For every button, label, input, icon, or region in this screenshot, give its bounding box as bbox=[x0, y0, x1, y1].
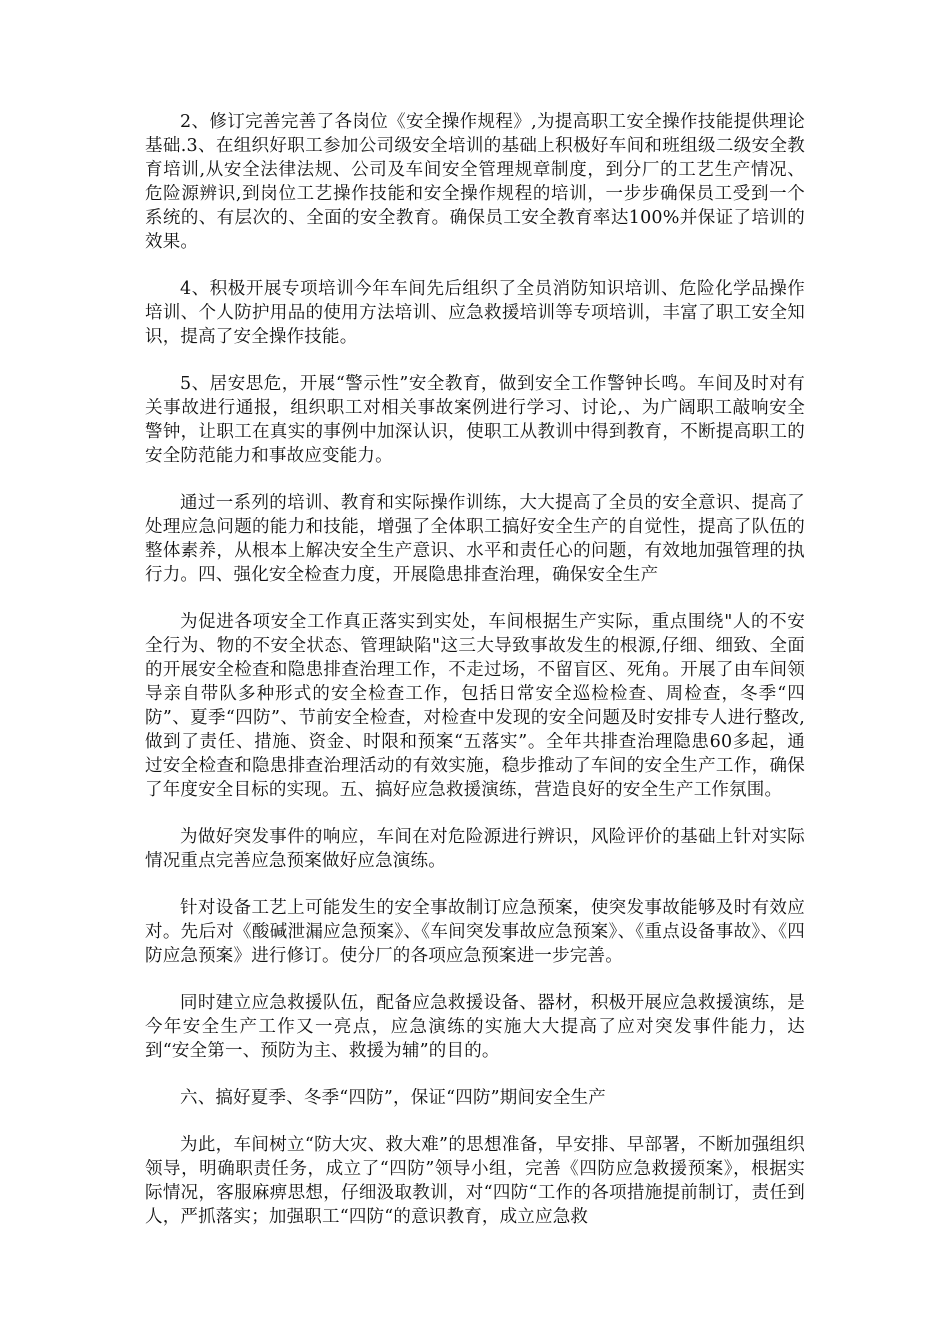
paragraph-10: 为此，车间树立“防大灾、救大难”的思想准备，早安排、早部署，不断加强组织领导，明确职责任务，成立了“四防”领导小组，完善《四防应急救援预案》，根据实际情况，客服麻痹思想，仔细汲取教训，对“四防“工作的各项措施提前制订，责任到人，严抓落实；加强职工“四防“的意识教育，成立应急救 bbox=[145, 1135, 805, 1227]
paragraph-2: 4、积极开展专项培训今年车间先后组织了全员消防知识培训、危险化学品操作培训、个人防护用品的使用方法培训、应急救援培训等专项培训，丰富了职工安全知识，提高了安全操作技能。 bbox=[145, 279, 805, 347]
section-heading-6: 六、搞好夏季、冬季“四防”，保证“四防”期间安全生产 bbox=[180, 1088, 606, 1108]
paragraph-7: 针对设备工艺上可能发生的安全事故制订应急预案，使突发事故能够及时有效应对。先后对《酸碱泄漏应急预案》、《车间突发事故应急预案》、《重点设备事故》、《四防应急预案》进行修订。使分厂的各项应急预案进一步完善。 bbox=[145, 898, 805, 966]
paragraph-1: 2、修订完善完善了各岗位《安全操作规程》,为提高职工安全操作技能提供理论基础.3、在组织好职工参加公司级安全培训的基础上积极好车间和班组级二级安全教育培训,从安全法律法规、公司及车间安全管理规章制度，到分厂的工艺生产情况、危险源辨识,到岗位工艺操作技能和安全操作规程的培训，一步步确保员工受到一个系统的、有层次的、全面的安全教育。确保员工安全教育率达100%并保证了培训的效果。 bbox=[145, 112, 805, 252]
paragraph-4: 通过一系列的培训、教育和实际操作训练，大大提高了全员的安全意识、提高了处理应急问题的能力和技能，增强了全体职工搞好安全生产的自觉性，提高了队伍的整体素养，从根本上解决安全生产意识、水平和责任心的问题，有效地加强管理的执行力。四、强化安全检查力度，开展隐患排查治理，确保安全生产 bbox=[145, 493, 805, 585]
paragraph-8: 同时建立应急救援队伍，配备应急救援设备、器材，积极开展应急救援演练，是今年安全生产工作又一亮点，应急演练的实施大大提高了应对突发事件能力，达到“安全第一、预防为主、救援为辅”的目的。 bbox=[145, 993, 805, 1061]
paragraph-6: 为做好突发事件的响应，车间在对危险源进行辨识，风险评价的基础上针对实际情况重点完善应急预案做好应急演练。 bbox=[145, 827, 805, 871]
paragraph-5: 为促进各项安全工作真正落实到实处，车间根据生产实际，重点围绕"人的不安全行为、物的不安全状态、管理缺陷"这三大导致事故发生的根源,仔细、细致、全面的开展安全检查和隐患排查治理工作，不走过场，不留盲区、死角。开展了由车间领导亲自带队多种形式的安全检查工作，包括日常安全巡检检查、周检查，冬季“四防”、夏季“四防”、节前安全检查，对检查中发现的安全问题及时安排专人进行整改,做到了责任、措施、资金、时限和预案“五落实”。全年共排查治理隐患60多起，通过安全检查和隐患排查治理活动的有效实施，稳步推动了车间的安全生产工作，确保了年度安全目标的实现。五、搞好应急救援演练，营造良好的安全生产工作氛围。 bbox=[145, 612, 805, 800]
document-body bbox=[145, 110, 805, 1252]
paragraph-3: 5、居安思危，开展“警示性”安全教育，做到安全工作警钟长鸣。车间及时对有关事故进行通报，组织职工对相关事故案例进行学习、讨论,、为广阔职工敲响安全警钟，让职工在真实的事例中加深认识，使职工从教训中得到教育，不断提高职工的安全防范能力和事故应变能力。 bbox=[145, 374, 805, 466]
